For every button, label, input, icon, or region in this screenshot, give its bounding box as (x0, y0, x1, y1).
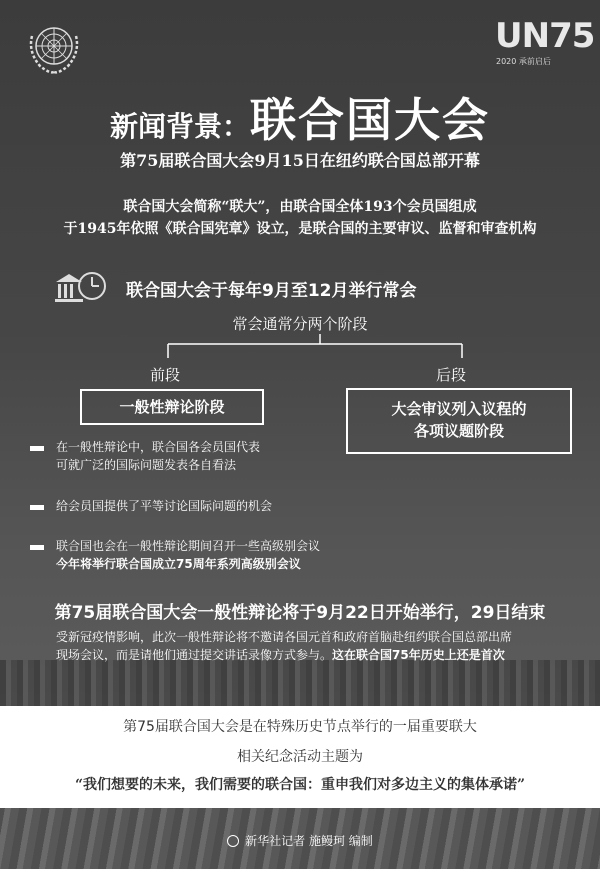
debate-line-2-normal: 现场会议，而是请他们通过提交讲话录像方式参与。 (56, 648, 333, 662)
hall-background-strip (0, 660, 600, 708)
un75-tagline: 2020 承前启后 (496, 57, 551, 66)
session-text: 联合国大会于每年9月至12月举行常会 (126, 281, 417, 301)
credit (0, 832, 600, 849)
debate-line-2-bold: 这在联合国75年历史上还是首次 (332, 648, 505, 662)
bullet-1-line1: 在一般性辩论中，联合国各会员国代表 (56, 440, 261, 454)
footer-line-2: 相关纪念活动主题为 (237, 749, 363, 765)
phases-label: 常会通常分两个阶段 (232, 315, 368, 333)
phase-connector-lines (0, 0, 600, 400)
title-main: 联合国大会 (250, 93, 490, 147)
footer-line-1: 第75届联合国大会是在特殊历史节点举行的一届重要联大 (123, 719, 477, 735)
phase-front-label: 前段 (150, 366, 181, 384)
debate-line-2 (56, 646, 505, 664)
intro-line-1: 联合国大会简称“联大”，由联合国全体193个会员国组成 (123, 199, 477, 215)
phase-back-box-line1: 大会审议列入议程的 (391, 400, 527, 418)
debate-line-1: 受新冠疫情影响，此次一般性辩论将不邀请各国元首和政府首脑赴纽约联合国总部出席 (56, 630, 513, 644)
phase-back-box-line2: 各项议题阶段 (413, 422, 504, 440)
phase-back-box (346, 388, 572, 454)
page-subtitle: 第75届联合国大会9月15日在纽约联合国总部开幕 (120, 151, 480, 170)
bullet-3-line1: 联合国也会在一般性辩论期间召开一些高级别会议 (56, 539, 321, 553)
bullet-3-line2: 今年将举行联合国成立75周年系列高级别会议 (56, 557, 301, 571)
un75-logo: UN75 (495, 16, 595, 56)
title-prefix: 新闻背景： (109, 110, 250, 143)
bullet-1-line2: 可就广泛的国际问题发表各自看法 (56, 458, 237, 472)
footer-theme: “我们想要的未来，我们需要的联合国：重申我们对多边主义的集体承诺” (74, 777, 526, 793)
intro-line-2: 于1945年依照《联合国宪章》设立，是联合国的主要审议、监督和审查机构 (63, 221, 537, 237)
phase-front-box: 一般性辩论阶段 (80, 389, 264, 425)
debate-title: 第75届联合国大会一般性辩论将于9月22日开始举行，29日结束 (54, 603, 546, 623)
bullet-marker (30, 545, 44, 550)
credit-text: 新华社记者 施鳗珂 编制 (245, 834, 373, 848)
bullet-2-line1: 给会员国提供了平等讨论国际问题的机会 (56, 499, 273, 513)
bullet-marker (30, 446, 44, 451)
bullet-marker (30, 505, 44, 510)
phase-back-label: 后段 (436, 366, 467, 384)
xinhua-logo-icon (227, 835, 239, 847)
